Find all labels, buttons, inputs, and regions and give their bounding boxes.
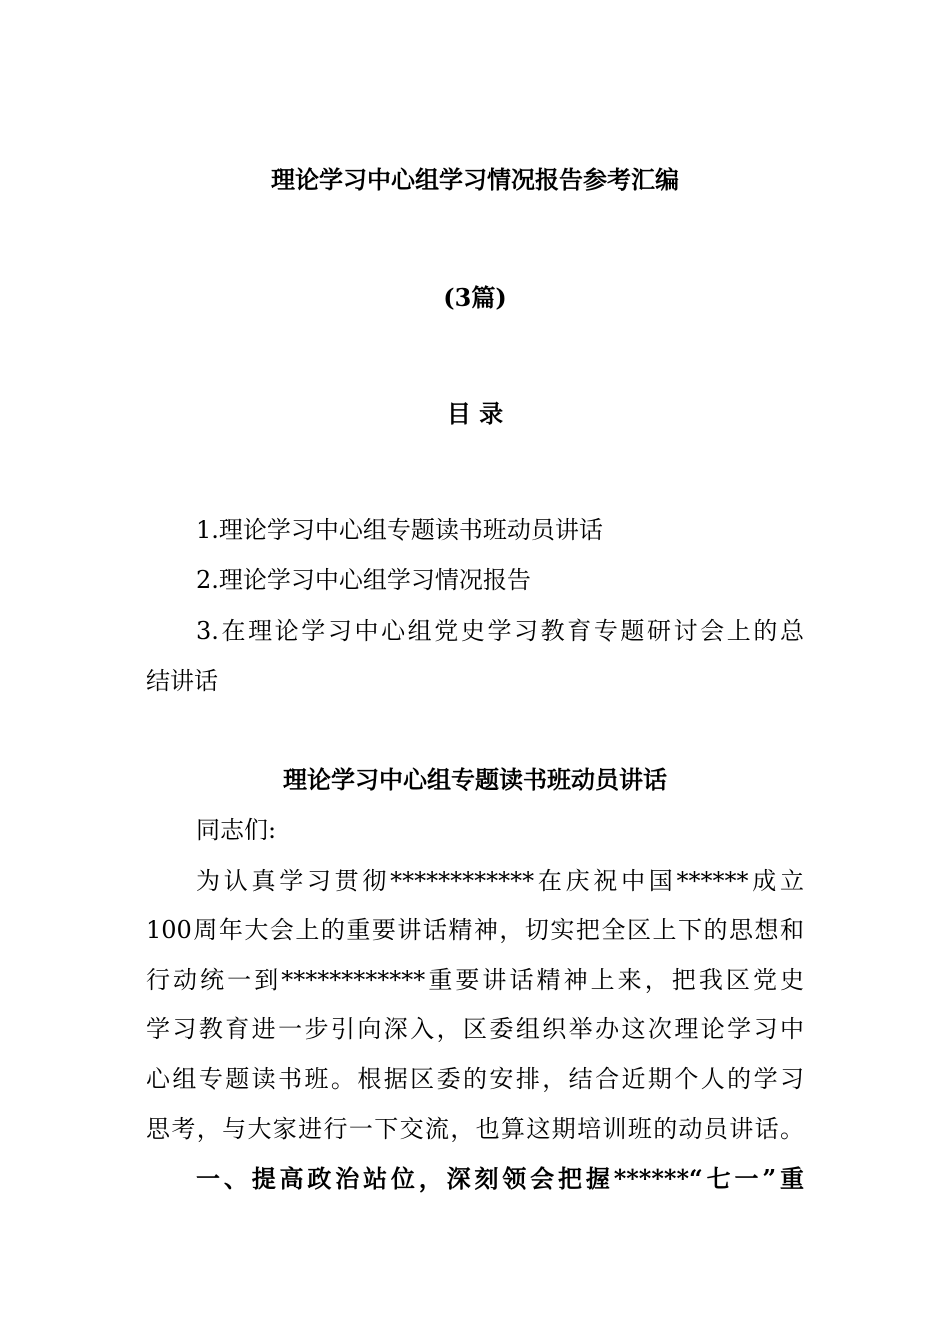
paragraph-line: 为认真学习贯彻************在庆祝中国******成立 bbox=[196, 867, 804, 895]
toc-item-3: 3.在理论学习中心组党史学习教育专题研讨会上的总 bbox=[196, 617, 804, 645]
toc-item-2: 2.理论学习中心组学习情况报告 bbox=[196, 566, 531, 594]
toc-item-3-continued: 结讲话 bbox=[146, 667, 218, 695]
paragraph-line: 学习教育进一步引向深入，区委组织举办这次理论学习中 bbox=[146, 1015, 804, 1043]
document-count: (3篇) bbox=[443, 283, 507, 312]
paragraph-line: 行动统一到************重要讲话精神上来，把我区党史 bbox=[146, 966, 804, 994]
paragraph-line: 心组专题读书班。根据区委的安排，结合近期个人的学习 bbox=[146, 1065, 804, 1093]
toc-heading: 目 录 bbox=[446, 399, 504, 428]
greeting: 同志们: bbox=[196, 816, 277, 844]
toc-item-1: 1.理论学习中心组专题读书班动员讲话 bbox=[196, 516, 603, 544]
section-title: 理论学习中心组专题读书班动员讲话 bbox=[283, 765, 667, 794]
paragraph-line: 思考，与大家进行一下交流，也算这期培训班的动员讲话。 bbox=[146, 1115, 804, 1143]
subheading: 一、提高政治站位，深刻领会把握******“七一”重 bbox=[196, 1164, 804, 1193]
document-title: 理论学习中心组学习情况报告参考汇编 bbox=[271, 165, 679, 194]
paragraph-line: 100周年大会上的重要讲话精神，切实把全区上下的思想和 bbox=[146, 916, 804, 944]
